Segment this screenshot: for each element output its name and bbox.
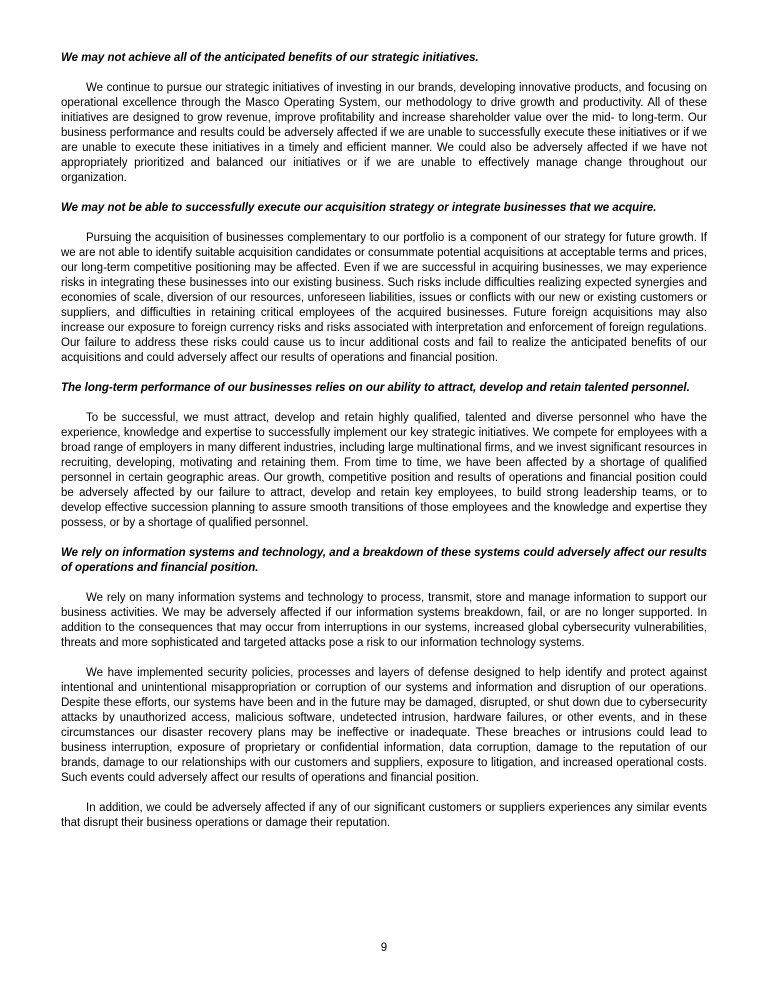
page-number: 9 bbox=[380, 942, 388, 954]
risk-paragraph: To be successful, we must attract, develop and retain highly qualified, talented and diverse personnel who have the experience, knowledge and expertise to successfully implement our key strategic initiatives. We compete for employees with a broad range of employers in many different industries, including large multinational firms, and we invest significant resources in recruiting, developing, motivating and retaining them. From time to time, we have been affected by a shortage of qualified personnel in certain geographic areas. Our growth, competitive position and results of operations and financial position could be adversely affected by our failure to attract, develop and retain key employees, to build strong leadership teams, or to develop effective succession planning to assure smooth transitions of those employees and the knowledge and expertise they possess, or by a shortage of qualified personnel. bbox=[61, 412, 707, 529]
risk-paragraph: We rely on many information systems and technology to process, transmit, store and manage information to support our business activities. We may be adversely affected if our information systems breakdown, fail, or are no longer supported. In addition to the consequences that may occur from interruptions in our systems, increased global cybersecurity vulnerabilities, threats and more sophisticated and targeted attacks pose a risk to our information technology systems. bbox=[61, 592, 707, 649]
risk-heading: We may not achieve all of the anticipated benefits of our strategic initiatives. bbox=[61, 52, 479, 64]
risk-heading: We may not be able to successfully execute our acquisition strategy or integrate businesses that we acquire. bbox=[61, 202, 657, 214]
risk-paragraph: Pursuing the acquisition of businesses complementary to our portfolio is a component of our strategy for future growth. If we are not able to identify suitable acquisition candidates or consummate potential acquisitions at acceptable terms and prices, our long-term competitive positioning may be affected. Even if we are successful in acquiring businesses, we may experience risks in integrating these businesses into our existing business. Such risks include difficulties realizing expected synergies and economies of scale, diversion of our resources, unforeseen liabilities, issues or conflicts with our new or existing customers or suppliers, and difficulties in retaining critical employees of the acquired businesses. Future foreign acquisitions may also increase our exposure to foreign currency risks and risks associated with interpretation and enforcement of foreign regulations. Our failure to address these risks could cause us to incur additional costs and fail to realize the anticipated benefits of our acquisitions and could adversely affect our results of operations and financial position. bbox=[61, 232, 707, 364]
risk-section-acquisition-strategy bbox=[61, 201, 707, 366]
risk-section-strategic-initiatives bbox=[61, 51, 707, 186]
risk-heading: The long-term performance of our businesses relies on our ability to attract, develop and retain talented personnel. bbox=[61, 382, 690, 394]
risk-section-information-systems bbox=[61, 546, 707, 831]
risk-section-talented-personnel bbox=[61, 381, 707, 531]
risk-paragraph: We continue to pursue our strategic initiatives of investing in our brands, developing innovative products, and focusing on operational excellence through the Masco Operating System, our methodology to drive growth and productivity. All of these initiatives are designed to grow revenue, improve profitability and increase shareholder value over the mid- to long-term. Our business performance and results could be adversely affected if we are unable to successfully execute these initiatives or if we are unable to execute these initiatives in a timely and efficient manner. We could also be adversely affected if we have not appropriately prioritized and balanced our initiatives or if we are unable to effectively manage change throughout our organization. bbox=[61, 82, 707, 184]
risk-paragraph: We have implemented security policies, processes and layers of defense designed to help identify and protect against intentional and unintentional misappropriation or corruption of our systems and information and disruption of our operations. Despite these efforts, our systems have been and in the future may be damaged, disrupted, or shut down due to cybersecurity attacks by unauthorized access, malicious software, undetected intrusion, hardware failures, or other events, and in these circumstances our disaster recovery plans may be ineffective or inadequate. These breaches or intrusions could lead to business interruption, exposure of proprietary or confidential information, data corruption, damage to the reputation of our brands, damage to our relationships with our customers and suppliers, exposure to litigation, and increased operational costs. Such events could adversely affect our results of operations and financial position. bbox=[61, 667, 707, 784]
risk-paragraph: In addition, we could be adversely affected if any of our significant customers or suppliers experiences any similar events that disrupt their business operations or damage their reputation. bbox=[61, 802, 707, 829]
risk-heading: We rely on information systems and technology, and a breakdown of these systems could adversely affect our results of operations and financial position. bbox=[61, 547, 707, 574]
